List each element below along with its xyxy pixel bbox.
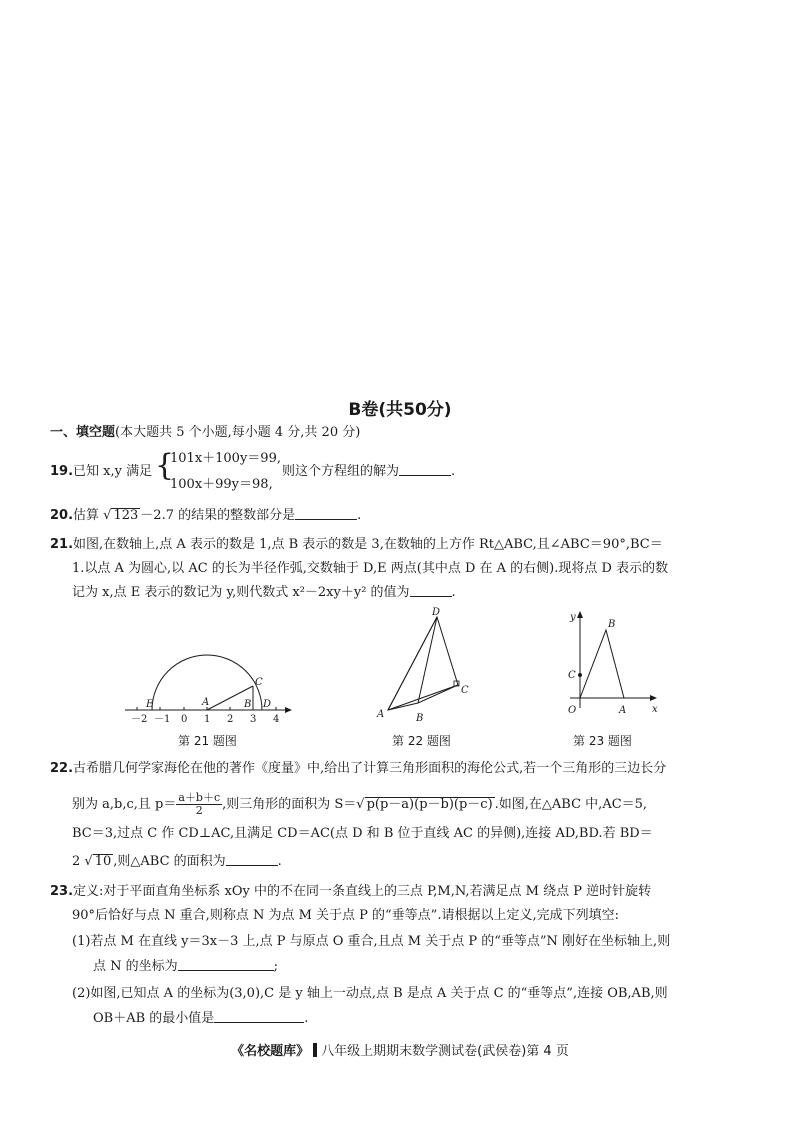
punctuation: . bbox=[451, 585, 456, 600]
point-label-a: A bbox=[377, 709, 385, 720]
triangle-oab bbox=[580, 630, 624, 698]
point-label-d: D bbox=[432, 607, 441, 618]
figure-22-drawing bbox=[370, 605, 480, 725]
point-label-d: D bbox=[263, 699, 272, 710]
fraction-numerator: a＋b＋c bbox=[178, 791, 221, 804]
question-number: 23. bbox=[50, 884, 74, 899]
question-23-part-1-line-1: (1)若点 M 在直线 y＝3x－3 上,点 P 与原点 O 重合,且点 M 关于点 P 的“垂等点”N 刚好在坐标轴上,则 bbox=[72, 934, 671, 949]
question-23-part-2-line-1: (2)如图,已知点 A 的坐标为(3,0),C 是 y 轴上一动点,点 B 是点 A 关于点 C 的“垂等点”,连接 OB,AB,则 bbox=[72, 986, 668, 1001]
radicand: 123 bbox=[113, 508, 139, 523]
question-19-tail bbox=[282, 463, 455, 481]
figure-21-drawing bbox=[120, 640, 290, 725]
question-text: 2 bbox=[72, 854, 81, 869]
question-22-line-4: 2 √ 10 ,则△ABC 的面积为 . bbox=[72, 854, 282, 869]
question-text: 定义:对于平面直角坐标系 xOy 中的不在同一条直线上的三点 P,M,N,若满足点 M 绕点 P 逆时针旋转 bbox=[73, 884, 652, 899]
question-text: .如图,在△ABC 中,AC＝5, bbox=[494, 797, 648, 812]
system-brace: { bbox=[155, 448, 175, 483]
axis-label-x: x bbox=[652, 704, 658, 715]
question-text: 已知 x,y 满足 bbox=[73, 464, 153, 479]
question-23-line-2: 90°后恰好与点 N 重合,则称点 N 为点 M 关于点 P 的“垂等点”.请根据以上定义,完成下列填空: bbox=[72, 908, 619, 923]
figure-21-caption: 第 21 题图 bbox=[178, 734, 237, 748]
question-number: 22. bbox=[50, 761, 74, 776]
punctuation: . bbox=[304, 1011, 309, 1026]
radicand: 10 bbox=[94, 854, 112, 869]
point-c bbox=[578, 673, 582, 677]
answer-blank[interactable] bbox=[295, 507, 357, 520]
question-text: ,则△ABC 的面积为 bbox=[113, 854, 226, 869]
fraction-p bbox=[176, 792, 222, 817]
part-header-label: 一、填空题 bbox=[50, 425, 116, 440]
question-text: 古希腊几何学家海伦在他的著作《度量》中,给出了计算三角形面积的海伦公式,若一个三角形的三边长分 bbox=[73, 761, 667, 776]
tick-label: 2 bbox=[227, 714, 234, 725]
question-21-line-1 bbox=[50, 536, 663, 554]
point-label-o: O bbox=[568, 705, 577, 716]
question-text: 估算 bbox=[73, 508, 100, 523]
part-header bbox=[50, 424, 360, 442]
equation-1: 101x＋100y＝99, bbox=[170, 451, 281, 466]
question-text: 则这个方程组的解为 bbox=[282, 464, 400, 479]
question-23-part-1-line-2 bbox=[93, 958, 278, 976]
segment-ac bbox=[388, 685, 458, 710]
question-text: 别为 a,b,c,且 p＝ bbox=[72, 797, 177, 812]
figure-22 bbox=[370, 605, 480, 725]
question-number: 20. bbox=[50, 508, 74, 523]
page-footer bbox=[0, 1040, 800, 1059]
point-label-b: B bbox=[416, 713, 424, 724]
footer-separator bbox=[313, 1043, 317, 1057]
heron-radicand: p(p－a)(p－b)(p－c) bbox=[366, 797, 493, 812]
point-label-c: C bbox=[461, 685, 469, 696]
tick-label: －1 bbox=[154, 714, 171, 725]
question-22-line-1 bbox=[50, 760, 666, 778]
answer-blank[interactable] bbox=[178, 958, 274, 971]
segment-bd bbox=[418, 617, 437, 703]
fraction-denominator: 2 bbox=[195, 804, 203, 817]
question-number: 21. bbox=[50, 537, 74, 552]
answer-blank[interactable] bbox=[399, 463, 451, 476]
question-text: －2.7 的结果的整数部分是 bbox=[140, 508, 296, 523]
question-23-line-1 bbox=[50, 883, 651, 901]
question-23-part-2-line-2 bbox=[93, 1010, 308, 1028]
question-19-lead bbox=[50, 463, 152, 481]
part-header-note: (本大题共 5 个小题,每小题 4 分,共 20 分) bbox=[115, 425, 361, 440]
figure-23-caption: 第 23 题图 bbox=[573, 734, 632, 748]
axis-arrow bbox=[285, 707, 292, 713]
punctuation: . bbox=[451, 464, 456, 479]
question-21-line-3 bbox=[72, 584, 456, 602]
punctuation: . bbox=[357, 508, 362, 523]
x-axis-arrow bbox=[650, 695, 657, 701]
tick-label: 0 bbox=[181, 714, 188, 725]
footer-brand: 《名校题库》 bbox=[231, 1044, 310, 1059]
figure-23 bbox=[560, 608, 660, 720]
y-axis-arrow bbox=[577, 611, 583, 618]
point-label-b: B bbox=[244, 699, 252, 710]
segment-ad bbox=[388, 617, 437, 710]
answer-blank[interactable] bbox=[226, 853, 278, 866]
point-label-b: B bbox=[608, 619, 616, 630]
footer-text: 八年级上期期末数学测试卷(武侯卷)第 4 页 bbox=[321, 1044, 569, 1059]
question-20: 20.估算 √ 123 －2.7 的结果的整数部分是 . bbox=[50, 508, 362, 523]
tick-label: 1 bbox=[204, 714, 211, 725]
punctuation: ; bbox=[273, 959, 279, 974]
question-text: OB＋AB 的最小值是 bbox=[93, 1011, 215, 1026]
figure-21 bbox=[120, 640, 290, 725]
point-label-a: A bbox=[202, 697, 210, 708]
answer-blank[interactable] bbox=[410, 584, 452, 597]
figure-23-drawing bbox=[560, 608, 660, 720]
quadrilateral bbox=[388, 617, 458, 710]
answer-blank[interactable] bbox=[214, 1010, 304, 1023]
point-label-e: E bbox=[146, 699, 154, 710]
point-label-a: A bbox=[619, 705, 627, 716]
equation-2: 100x＋99y＝98, bbox=[170, 477, 273, 492]
punctuation: . bbox=[277, 854, 282, 869]
question-22-line-2: 别为 a,b,c,且 p＝ $\frac{a+b+c}{2}$ ,则三角形的面积为 S＝√ p(p－a)(p－b)(p－c) .如图,在△ABC 中,AC＝5, bbox=[72, 791, 648, 817]
point-label-c: C bbox=[255, 677, 263, 688]
question-number: 19. bbox=[50, 464, 74, 479]
question-text: 点 N 的坐标为 bbox=[93, 959, 178, 974]
section-title: B卷(共50分) bbox=[348, 400, 452, 420]
question-text: 记为 x,点 E 表示的数记为 y,则代数式 x²－2xy＋y² 的值为 bbox=[72, 585, 410, 600]
figure-22-caption: 第 22 题图 bbox=[392, 734, 451, 748]
question-21-line-2: 1.以点 A 为圆心,以 AC 的长为半径作弧,交数轴于 D,E 两点(其中点 D 在 A 的右侧).现将点 D 表示的数 bbox=[72, 561, 669, 576]
question-text: ,则三角形的面积为 S＝ bbox=[222, 797, 357, 812]
point-label-c: C bbox=[568, 670, 576, 681]
tick-label: 3 bbox=[250, 714, 257, 725]
question-22-line-3: BC＝3,过点 C 作 CD⊥AC,且满足 CD＝AC(点 D 和 B 位于直线 AC 的异侧),连接 AD,BD.若 BD＝ bbox=[72, 826, 653, 841]
axis-label-y: y bbox=[570, 612, 576, 623]
tick-label: －2 bbox=[131, 714, 148, 725]
question-text: 如图,在数轴上,点 A 表示的数是 1,点 B 表示的数是 3,在数轴的上方作 Rt△ABC,且∠ABC＝90°,BC＝ bbox=[73, 537, 663, 552]
tick-label: 4 bbox=[273, 714, 280, 725]
